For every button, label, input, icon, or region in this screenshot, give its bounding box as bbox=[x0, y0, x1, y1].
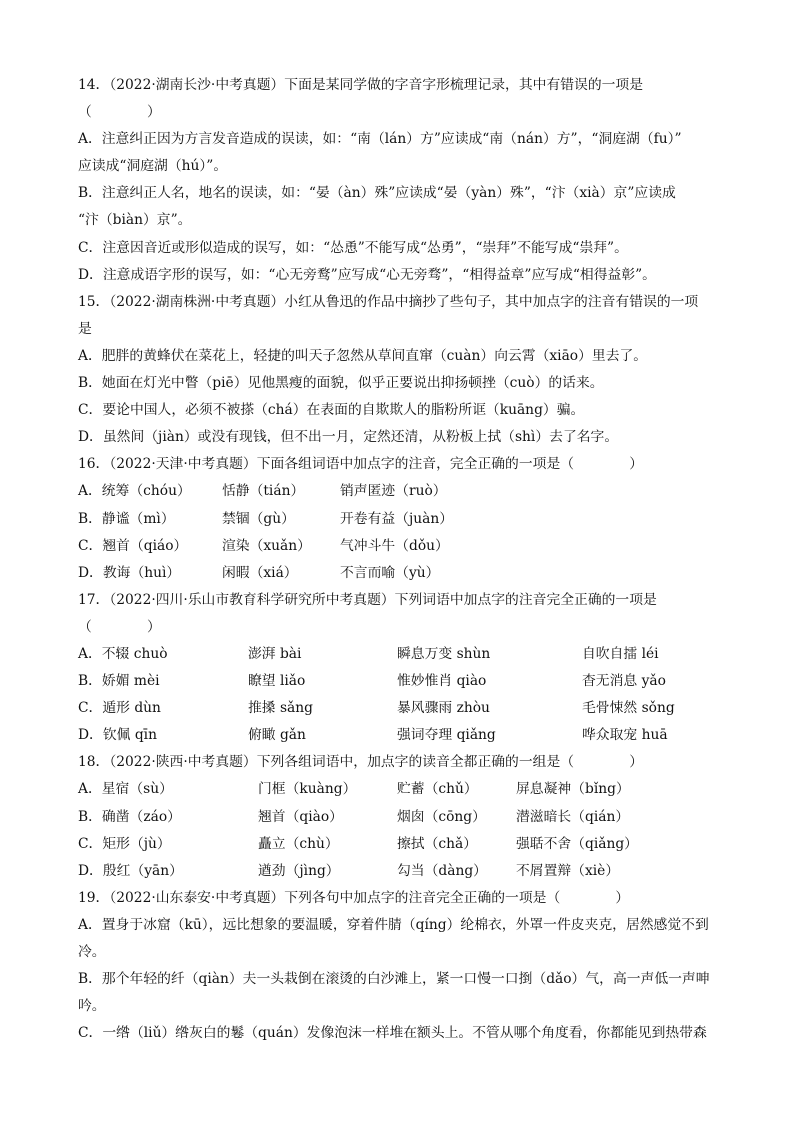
option-cell: 烟囱（cōng） bbox=[397, 808, 486, 825]
option-cell: C．遁形 dùn bbox=[78, 700, 161, 717]
question-stem: 15．（2022·湖南株洲·中考真题）小红从鲁迅的作品中摘抄了些句子，其中加点字的注音有错误的一项 bbox=[78, 293, 699, 310]
option-cell: D．教诲（huì） bbox=[78, 564, 181, 581]
option-cell: 澎湃 bài bbox=[248, 645, 302, 662]
option-row-a bbox=[78, 776, 734, 803]
option-cell: 恬静（tián） bbox=[222, 483, 305, 500]
question-stem: 16．（2022·天津·中考真题）下面各组词语中加点字的注音，完全正确的一项是（ ） bbox=[78, 456, 644, 473]
option-cell: 杳无消息 yǎo bbox=[582, 673, 666, 690]
option-row-a bbox=[78, 478, 734, 505]
option-b: B．她面在灯光中瞥（piē）见他黑瘦的面貌，似乎正要说出抑扬顿挫（cuò）的话来。 bbox=[78, 375, 604, 392]
option-cell: 擦拭（chǎ） bbox=[397, 835, 478, 852]
question-17 bbox=[78, 587, 734, 750]
option-row-b bbox=[78, 506, 734, 533]
option-cell: 渲染（xuǎn） bbox=[222, 537, 311, 554]
option-a-continued: 冷。 bbox=[78, 944, 106, 960]
option-cell: 暴风骤雨 zhòu bbox=[397, 700, 490, 717]
option-b: B．注意纠正人名，地名的误读，如：“晏（àn）殊”应读成“晏（yàn）殊”，“汴（xià）京”应读成 bbox=[78, 185, 676, 202]
option-c: C．一绺（liǔ）绺灰白的鬈（quán）发像泡沫一样堆在额头上。不管从哪个角度看，你都能见到热带森 bbox=[78, 1025, 707, 1042]
option-cell: B．娇媚 mèi bbox=[78, 673, 160, 690]
option-row-c bbox=[78, 831, 734, 858]
option-cell: 禁锢（gù） bbox=[222, 510, 295, 527]
option-cell: 开卷有益（juàn） bbox=[340, 510, 454, 527]
option-cell: 瞭望 liǎo bbox=[248, 673, 306, 690]
option-row-c bbox=[78, 695, 734, 722]
option-a-continued: 应读成“洞庭湖（hú）”。 bbox=[78, 158, 228, 175]
option-cell: 翘首（qiào） bbox=[258, 808, 343, 825]
option-cell: 毛骨悚然 sǒng bbox=[582, 700, 675, 717]
option-a: A．置身于冰窟（kū），远比想象的要温暖，穿着件腈（qíng）纶棉衣，外罩一件皮夹克，居然感觉不到 bbox=[78, 916, 709, 933]
option-row-d bbox=[78, 858, 734, 885]
question-16 bbox=[78, 451, 734, 586]
option-c: C．注意因音近或形似造成的误写，如：“怂恿”不能写成“怂勇”，“崇拜”不能写成“祟拜”。 bbox=[78, 239, 628, 256]
option-cell: C．翘首（qiáo） bbox=[78, 537, 188, 554]
option-cell: 闲暇（xiá） bbox=[222, 564, 298, 581]
option-cell: 销声匿迹（ruò） bbox=[340, 483, 447, 500]
question-14 bbox=[78, 72, 734, 289]
option-d: D．注意成语字形的误写，如：“心无旁鹜”应写成“心无旁骛”，“相得益章”应写成“相得益彰”。 bbox=[78, 266, 656, 283]
option-b-continued: 吟。 bbox=[78, 998, 106, 1015]
question-stem: 14．（2022·湖南长沙·中考真题）下面是某同学做的字音字形梳理记录，其中有错误的一项是 bbox=[78, 77, 644, 93]
option-c: C．要论中国人，必须不被搽（chá）在表面的自欺欺人的脂粉所诓（kuāng）骗。 bbox=[78, 402, 585, 419]
option-cell: 俯瞰 gǎn bbox=[248, 727, 306, 744]
option-cell: A．统筹（chóu） bbox=[78, 483, 191, 500]
question-stem: 19．（2022·山东泰安·中考真题）下列各句中加点字的注音完全正确的一项是（ ） bbox=[78, 889, 630, 906]
option-cell: 遒劲（jìng） bbox=[258, 862, 340, 879]
option-cell: B．确凿（záo） bbox=[78, 808, 181, 825]
question-stem: 17．（2022·四川·乐山市教育科学研究所中考真题）下列词语中加点字的注音完全正确的一项是 bbox=[78, 591, 657, 608]
question-18 bbox=[78, 749, 734, 884]
option-cell: B．静谧（mì） bbox=[78, 510, 175, 527]
option-cell: 气冲斗牛（dǒu） bbox=[340, 537, 449, 554]
option-b-continued: “汴（biàn）京”。 bbox=[78, 212, 192, 229]
option-row-a bbox=[78, 641, 734, 668]
option-cell: 潜滋暗长（qián） bbox=[516, 808, 630, 825]
option-cell: 强聒不舍（qiǎng） bbox=[516, 835, 638, 852]
option-cell: 门框（kuàng） bbox=[258, 781, 357, 798]
question-stem: 18．（2022·陕西·中考真题）下列各组词语中，加点字的读音全都正确的一组是（ ） bbox=[78, 754, 644, 771]
option-row-c bbox=[78, 533, 734, 560]
question-stem-continued: 是 bbox=[78, 320, 92, 337]
option-row-b bbox=[78, 804, 734, 831]
question-19 bbox=[78, 885, 734, 1048]
option-a: A．肥胖的黄蜂伏在菜花上，轻捷的叫天子忽然从草间直窜（cuàn）向云霄（xiāo）里去了。 bbox=[78, 347, 648, 364]
option-cell: D．钦佩 qīn bbox=[78, 727, 157, 744]
option-cell: A．不辍 chuò bbox=[78, 645, 168, 662]
option-cell: 勾当（dàng） bbox=[397, 862, 487, 879]
option-cell: 瞬息万变 shùn bbox=[397, 645, 491, 662]
option-row-d bbox=[78, 560, 734, 587]
option-row-d bbox=[78, 722, 734, 749]
option-cell: 矗立（chù） bbox=[258, 835, 339, 852]
option-cell: 屏息凝神（bǐng） bbox=[516, 781, 630, 798]
option-cell: 强词夺理 qiǎng bbox=[397, 727, 496, 744]
answer-blank: （ ） bbox=[78, 618, 161, 635]
answer-blank: （ ） bbox=[78, 104, 161, 121]
option-cell: A．星宿（sù） bbox=[78, 781, 173, 798]
option-a: A．注意纠正因为方言发音造成的误读，如：“南（lán）方”应读成“南（nán）方”，“洞庭湖（fu）” bbox=[78, 131, 682, 148]
option-cell: 自吹自擂 léi bbox=[582, 645, 659, 662]
option-b: B．那个年轻的纤（qiàn）夫一头栽倒在滚烫的白沙滩上，紧一口慢一口捯（dǎo）气，高一声低一声呻 bbox=[78, 971, 710, 988]
option-cell: 不屑置辩（xiè） bbox=[516, 862, 620, 879]
question-15 bbox=[78, 289, 734, 452]
option-cell: 推搡 sǎng bbox=[248, 700, 314, 717]
option-cell: D．殷红（yān） bbox=[78, 862, 183, 879]
option-cell: 不言而喻（yù） bbox=[340, 564, 440, 581]
option-cell: C．矩形（jù） bbox=[78, 835, 171, 852]
option-cell: 惟妙惟肖 qiào bbox=[397, 673, 487, 690]
option-cell: 贮蓄（chǔ） bbox=[397, 781, 478, 798]
option-row-b bbox=[78, 668, 734, 695]
option-d: D．虽然间（jiàn）或没有现钱，但不出一月，定然还清，从粉板上拭（shì）去了名字。 bbox=[78, 429, 619, 446]
option-cell: 哗众取宠 huā bbox=[582, 727, 668, 744]
